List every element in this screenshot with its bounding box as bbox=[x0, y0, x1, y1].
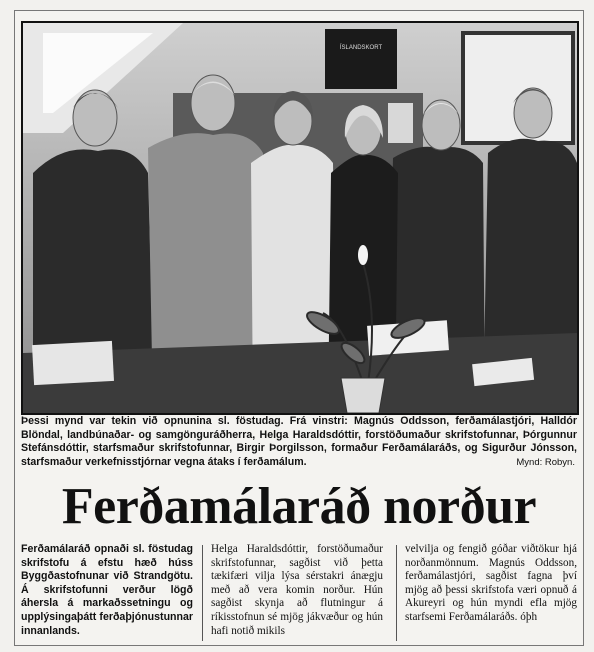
article-column-2: Helga Haraldsdóttir, forstöðumaður skrifstofunnar, sagðist við þetta tækifæri vilja lýsa sérstakri ánægju með að vera komin norður. Hún sagðist skynja að flutningur á ríkisstofnun sé mjög jákvæður og hún hafi notið mikils bbox=[211, 543, 383, 637]
headline: Ferðamálaráð norður bbox=[61, 478, 537, 535]
column-divider bbox=[202, 545, 203, 641]
article-column-1: Ferðamálaráð opnaði sl. föstudag skrifstofu á efstu hæð húss Byggðastofnunar við Strandgötu. Á skrifstofunni verður lögð áhersla á markaðssetningu og upplýsingaþátt ferðaþjónustunnar innanlands. bbox=[21, 543, 193, 637]
column-divider bbox=[396, 545, 397, 641]
news-photo bbox=[21, 21, 579, 415]
poster-title: ÍSLANDSKORT bbox=[339, 45, 383, 51]
article-body bbox=[21, 543, 577, 643]
photo-caption: Þessi mynd var tekin við opnunina sl. föstudag. Frá vinstri: Magnús Oddsson, ferðamálastjóri, Halldór Blöndal, landbúnaðar- og samgönguráðherra, Helga Haraldsdóttir, forstöðumaður skrifstofunnar, Þórgunnur Stefánsdóttir, starfsmaður skrifstofunnar, Birgir Þorgilsson, formaður Ferðamálaráðs, og Sigurður Jónsson, starfsmaður verkefnisstjórnar vegna átaks í ferðamálum. bbox=[21, 415, 577, 468]
article-column-3: velvilja og fengið góðar viðtökur hjá norðanmönnum. Magnús Oddsson, ferðamálastjóri, sagðist fagna því mjög að þessi skrifstofa væri opnuð á Akureyri og hún myndi efla mjög starfsemi Ferðamálaráðs. óþh bbox=[405, 543, 577, 623]
newspaper-clipping bbox=[14, 10, 584, 646]
photo-credit: Mynd: Robyn. bbox=[516, 457, 575, 468]
